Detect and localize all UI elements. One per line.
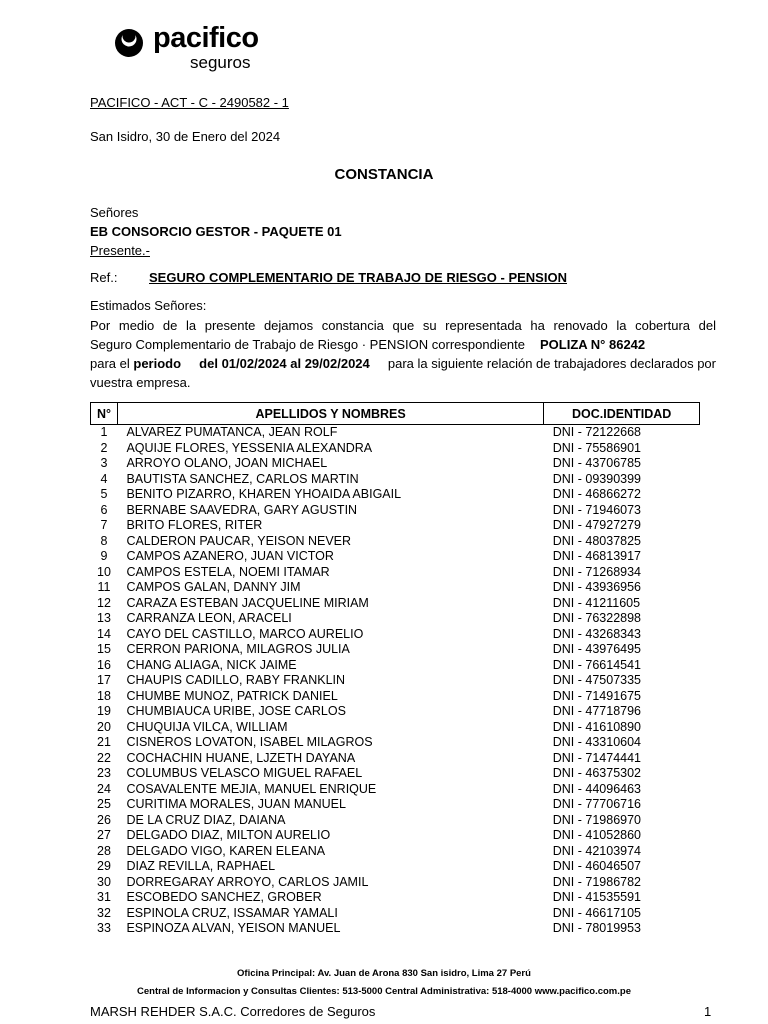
worker-name: CAMPOS ESTELA, NOEMI ITAMAR [126,564,330,579]
table-row [91,766,700,782]
row-number: 3 [100,456,108,470]
reference-code: PACIFICO - ACT - C - 2490582 - 1 [90,95,289,110]
row-number: 29 [97,859,111,873]
worker-document: DNI - 47927279 [552,518,642,532]
row-number: 28 [97,843,111,858]
row-number: 6 [100,502,108,517]
worker-name: CHUMBIAUCA URIBE, JOSE CARLOS [126,704,346,718]
row-number: 14 [97,626,111,641]
worker-name: CAYO DEL CASTILLO, MARCO AURELIO [126,626,364,641]
row-number: 1 [100,425,108,439]
worker-name: CAMPOS AZANERO, JUAN VICTOR [126,549,334,563]
worker-name: CALDERON PAUCAR, YEISON NEVER [126,533,352,548]
table-row [91,844,700,860]
body-line-3-prefix [90,354,181,373]
row-number: 12 [97,595,111,610]
body-line-2 [90,335,716,354]
table-row [91,875,700,891]
page-title: CONSTANCIA [334,166,434,183]
row-number: 27 [97,828,111,842]
row-number: 16 [97,657,111,672]
brand-sub: seguros [190,53,251,72]
table-row [91,425,700,441]
table-row [91,627,700,643]
worker-name: CHUQUIJA VILCA, WILLIAM [126,719,288,734]
footer-contacts: Central de Informacion y Consultas Clientes: 513-5000 Central Administrativa: 518-4000 www.pacifico.com.pe [137,986,631,997]
table-row [91,549,700,565]
table-row [91,782,700,798]
worker-document: DNI - 41211605 [552,595,641,610]
worker-name: DELGADO VIGO, KAREN ELEANA [126,843,326,858]
row-number: 8 [100,533,108,548]
row-number: 17 [97,673,111,687]
body-paragraph [90,316,716,392]
header-name: APELLIDOS Y NOMBRES [117,403,543,425]
row-number: 26 [97,812,111,827]
worker-name: CISNEROS LOVATON, ISABEL MILAGROS [126,735,373,749]
worker-document: DNI - 46617105 [552,905,642,920]
table-row [91,751,700,767]
table-row [91,704,700,720]
periodo-label: periodo [133,356,182,371]
worker-document: DNI - 41610890 [552,719,642,734]
body-line-2-text: Seguro Complementario de Trabajo de Riesgo · PENSION correspondiente [90,337,526,352]
header-number: N° [91,403,118,425]
table-row [91,503,700,519]
worker-name: AQUIJE FLORES, YESSENIA ALEXANDRA [126,440,373,455]
worker-name: COCHACHIN HUANE, LJZETH DAYANA [126,750,356,765]
worker-name: BAUTISTA SANCHEZ, CARLOS MARTIN [126,471,359,486]
row-number: 15 [97,642,111,656]
row-number: 33 [97,921,111,935]
worker-document: DNI - 71268934 [552,564,642,579]
row-number: 13 [97,611,111,625]
table-row [91,828,700,844]
worker-document: DNI - 43268343 [552,626,642,641]
table-row [91,456,700,472]
table-row [91,673,700,689]
row-number: 9 [100,549,108,563]
row-number: 24 [97,781,111,796]
worker-document: DNI - 41052860 [552,828,642,842]
table-row [91,921,700,937]
worker-document: DNI - 71946073 [552,502,642,517]
row-number: 31 [97,890,111,904]
row-number: 22 [97,750,111,765]
body-line-3-suffix: para la siguiente relación de trabajadores declarados por [387,356,716,371]
worker-name: CARRANZA LEON, ARACELI [126,611,292,625]
table-row [91,534,700,550]
worker-name: DIAZ REVILLA, RAPHAEL [126,859,276,873]
table-row [91,441,700,457]
worker-name: CHANG ALIAGA, NICK JAIME [126,657,297,672]
table-row [91,472,700,488]
footer-address: Oficina Principal: Av. Juan de Arona 830 San isidro, Lima 27 Perú [237,968,531,979]
worker-name: DELGADO DIAZ, MILTON AURELIO [126,828,331,842]
para-el: para el [90,356,130,371]
worker-name: COSAVALENTE MEJIA, MANUEL ENRIQUE [126,781,377,796]
worker-name: BERNABE SAAVEDRA, GARY AGUSTIN [126,502,358,517]
worker-document: DNI - 47507335 [552,673,642,687]
table-header-row [91,403,700,425]
table-row [91,689,700,705]
worker-document: DNI - 75586901 [552,440,642,455]
worker-document: DNI - 44096463 [552,781,642,796]
worker-document: DNI - 71986782 [552,874,642,889]
table-row [91,890,700,906]
worker-document: DNI - 43936956 [552,580,642,594]
row-number: 18 [97,688,111,703]
worker-document: DNI - 41535591 [552,890,642,904]
table-row [91,859,700,875]
ref-subject: SEGURO COMPLEMENTARIO DE TRABAJO DE RIESGO - PENSION [149,270,567,285]
body-line-3 [90,354,716,373]
row-number: 10 [97,564,111,579]
worker-name: CARAZA ESTEBAN JACQUELINE MIRIAM [126,595,369,610]
periodo-value: del 01/02/2024 al 29/02/2024 [199,356,370,371]
table-row [91,487,700,503]
row-number: 2 [100,440,108,455]
row-number: 23 [97,766,111,780]
poliza-number: POLIZA N° 86242 [540,337,646,352]
worker-document: DNI - 71986970 [552,812,642,827]
worker-name: BRITO FLORES, RITER [126,518,263,532]
worker-document: DNI - 46813917 [552,549,642,563]
salutation: Señores [90,205,139,220]
worker-name: CURITIMA MORALES, JUAN MANUEL [126,797,346,811]
table-row [91,611,700,627]
pacifico-logo [114,22,274,74]
worker-document: DNI - 46046507 [552,859,642,873]
worker-document: DNI - 42103974 [552,843,642,858]
header-document: DOC.IDENTIDAD [544,403,700,425]
row-number: 4 [100,471,108,486]
row-number: 7 [100,518,108,532]
table-row [91,658,700,674]
body-line-4: vuestra empresa. [90,375,191,390]
table-row [91,580,700,596]
worker-document: DNI - 46375302 [552,766,642,780]
worker-document: DNI - 71491675 [552,688,642,703]
worker-document: DNI - 76614541 [552,657,642,672]
table-row [91,906,700,922]
table-row [91,518,700,534]
worker-document: DNI - 09390399 [552,471,642,486]
table-row [91,720,700,736]
worker-name: ESPINOLA CRUZ, ISSAMAR YAMALI [126,905,338,920]
greeting: Estimados Señores: [90,298,207,313]
worker-name: ESCOBEDO SANCHEZ, GROBER [126,890,322,904]
presente: Presente.- [90,243,150,258]
addressee-company: EB CONSORCIO GESTOR - PAQUETE 01 [90,224,342,239]
row-number: 21 [97,735,111,749]
worker-document: DNI - 77706716 [552,797,642,811]
worker-name: DE LA CRUZ DIAZ, DAIANA [126,812,286,827]
table-row [91,565,700,581]
worker-name: CERRON PARIONA, MILAGROS JULIA [126,642,350,656]
worker-document: DNI - 47718796 [552,704,642,718]
table-row [91,735,700,751]
worker-document: DNI - 48037825 [552,533,642,548]
row-number: 20 [97,719,111,734]
worker-name: CAMPOS GALAN, DANNY JIM [126,580,301,594]
document-date: San Isidro, 30 de Enero del 2024 [90,129,281,144]
table-row [91,813,700,829]
worker-name: DORREGARAY ARROYO, CARLOS JAMIL [126,874,369,889]
brand-name: pacifico [153,22,259,54]
worker-name: CHAUPIS CADILLO, RABY FRANKLIN [126,673,346,687]
row-number: 5 [100,487,108,501]
footer-company: MARSH REHDER S.A.C. Corredores de Seguros [90,1004,376,1019]
worker-document: DNI - 71474441 [552,750,642,765]
worker-document: DNI - 43706785 [552,456,642,470]
worker-document: DNI - 78019953 [552,921,642,935]
pacifico-logo-icon [114,28,144,58]
row-number: 11 [97,580,111,594]
worker-name: CHUMBE MUNOZ, PATRICK DANIEL [126,688,338,703]
worker-name: BENITO PIZARRO, KHAREN YHOAIDA ABIGAIL [126,487,402,501]
body-line-1: Por medio de la presente dejamos constancia que su representada ha renovado la cobertura del [90,318,716,333]
worker-name: ESPINOZA ALVAN, YEISON MANUEL [126,921,341,935]
table-row [91,797,700,813]
row-number: 25 [97,797,111,811]
row-number: 19 [97,704,111,718]
worker-document: DNI - 46866272 [552,487,642,501]
table-row [91,596,700,612]
workers-table [90,402,700,937]
worker-name: ARROYO OLANO, JOAN MICHAEL [126,456,328,470]
worker-document: DNI - 76322898 [552,611,642,625]
page-number: 1 [704,1004,712,1019]
ref-label: Ref.: [90,270,118,285]
row-number: 30 [97,874,111,889]
worker-name: ALVAREZ PUMATANCA, JEAN ROLF [126,425,338,439]
row-number: 32 [97,905,111,920]
worker-document: DNI - 43310604 [552,735,642,749]
table-row [91,642,700,658]
worker-document: DNI - 43976495 [552,642,642,656]
worker-name: COLUMBUS VELASCO MIGUEL RAFAEL [126,766,363,780]
worker-document: DNI - 72122668 [552,425,642,439]
